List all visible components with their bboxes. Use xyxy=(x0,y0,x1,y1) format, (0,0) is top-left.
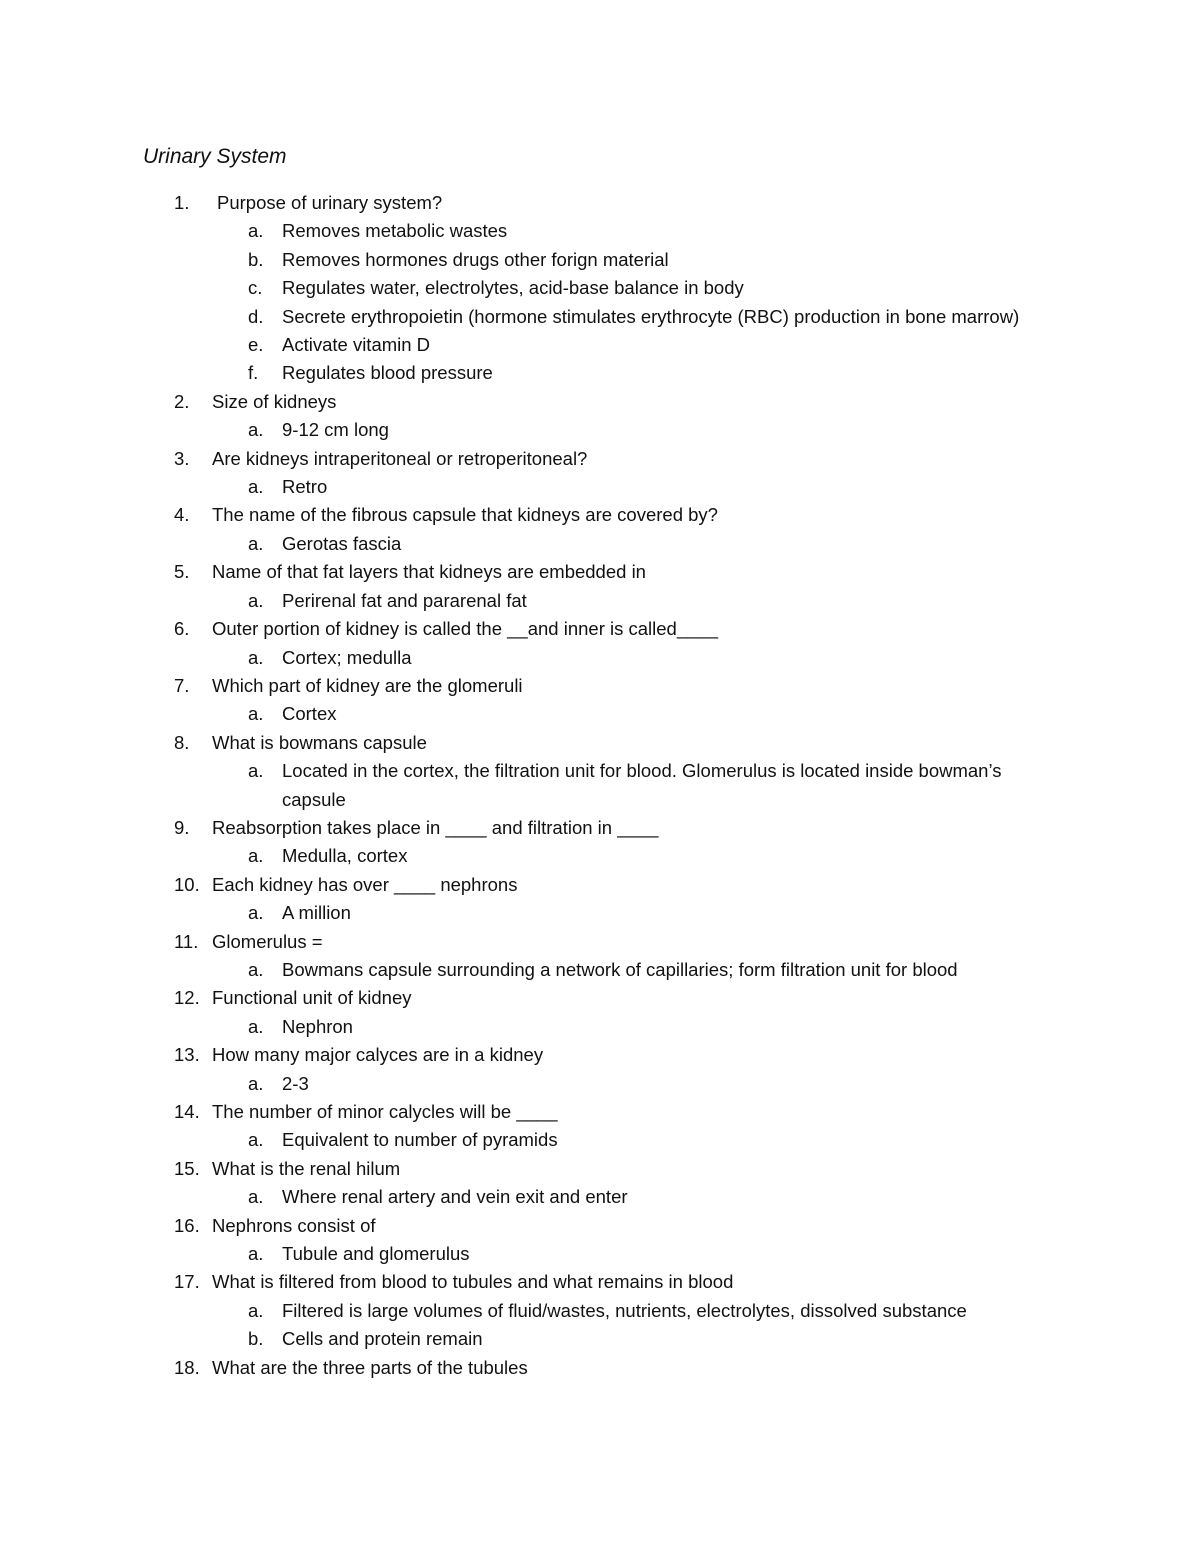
answer-item xyxy=(0,1183,1200,1211)
question-text: Are kidneys intraperitoneal or retroperitoneal? xyxy=(212,447,588,469)
answer-list xyxy=(0,587,1200,615)
answer-text: Nephron xyxy=(282,1015,353,1037)
answer-text: Bowmans capsule surrounding a network of capillaries; form filtration unit for blood xyxy=(282,958,958,980)
question-text: Each kidney has over ____ nephrons xyxy=(212,873,518,895)
document-title: Urinary System xyxy=(143,145,287,168)
question-item xyxy=(0,558,1200,615)
question-text: What is bowmans capsule xyxy=(212,731,427,753)
answer-letter: f. xyxy=(248,362,259,384)
answer-letter: a. xyxy=(248,1129,264,1151)
answer-letter: a. xyxy=(248,703,264,725)
answer-letter: d. xyxy=(248,305,264,327)
answer-list xyxy=(0,217,1200,387)
answer-letter: a. xyxy=(248,1299,264,1321)
question-item xyxy=(0,1212,1200,1269)
answer-item xyxy=(0,1126,1200,1154)
question-number: 9. xyxy=(174,816,190,838)
question-number: 7. xyxy=(174,674,190,696)
question-item xyxy=(0,1268,1200,1353)
answer-list xyxy=(0,530,1200,558)
question-text: Size of kidneys xyxy=(212,390,337,412)
question-number: 14. xyxy=(174,1101,200,1122)
question-text: What are the three parts of the tubules xyxy=(212,1356,528,1378)
answer-letter: a. xyxy=(248,532,264,554)
answer-letter: a. xyxy=(248,589,264,611)
question-text: Glomerulus = xyxy=(212,930,323,952)
answer-item xyxy=(0,700,1200,728)
question-number: 13. xyxy=(174,1044,200,1066)
answer-letter: a. xyxy=(248,419,264,441)
question-number: 1. xyxy=(174,192,190,213)
answer-text: Regulates water, electrolytes, acid-base balance in body xyxy=(282,277,744,299)
question-item xyxy=(0,445,1200,502)
answer-letter: a. xyxy=(248,902,264,924)
answer-item xyxy=(0,274,1200,302)
answer-item xyxy=(0,1240,1200,1268)
answer-text: Activate vitamin D xyxy=(282,334,431,356)
answer-item xyxy=(0,842,1200,870)
question-text: Outer portion of kidney is called the __and inner is called____ xyxy=(212,618,718,640)
question-list xyxy=(0,189,1200,1382)
answer-text: Cells and protein remain xyxy=(282,1328,483,1350)
question-number: 3. xyxy=(174,447,190,469)
answer-text: 9-12 cm long xyxy=(282,419,389,441)
answer-item xyxy=(0,217,1200,245)
answer-list xyxy=(0,416,1200,444)
question-number: 10. xyxy=(174,873,200,895)
answer-list xyxy=(0,956,1200,984)
question-item xyxy=(0,615,1200,672)
question-item xyxy=(0,729,1200,814)
answer-text: Gerotas fascia xyxy=(282,532,402,554)
answer-letter: a. xyxy=(248,646,264,668)
answer-list xyxy=(0,1183,1200,1211)
answer-text: Removes hormones drugs other forign material xyxy=(282,248,669,270)
answer-text: Retro xyxy=(282,476,328,498)
answer-letter: e. xyxy=(248,334,264,356)
question-number: 4. xyxy=(174,504,190,526)
question-number: 18. xyxy=(174,1356,200,1378)
question-text: What is filtered from blood to tubules and what remains in blood xyxy=(212,1271,734,1293)
answer-list xyxy=(0,700,1200,728)
question-item xyxy=(0,814,1200,871)
answer-letter: b. xyxy=(248,248,264,270)
answer-text: Secrete erythropoietin (hormone stimulates erythrocyte (RBC) production in bone marrow) xyxy=(282,305,1020,327)
answer-letter: a. xyxy=(248,1072,264,1094)
answer-item xyxy=(0,587,1200,615)
answer-item xyxy=(0,757,1200,814)
question-item xyxy=(0,1155,1200,1212)
answer-item xyxy=(0,303,1200,331)
question-number: 17. xyxy=(174,1271,200,1293)
question-number: 2. xyxy=(174,390,190,412)
question-item xyxy=(0,501,1200,558)
answer-list xyxy=(0,1240,1200,1268)
question-number: 6. xyxy=(174,618,190,640)
answer-letter: a. xyxy=(248,845,264,867)
answer-list xyxy=(0,644,1200,672)
question-text: How many major calyces are in a kidney xyxy=(212,1044,544,1066)
question-number: 15. xyxy=(174,1157,200,1179)
answer-item xyxy=(0,416,1200,444)
answer-text: Equivalent to number of pyramids xyxy=(282,1129,558,1151)
question-item xyxy=(0,388,1200,445)
question-text: The number of minor calycles will be ____ xyxy=(212,1101,558,1122)
question-text: Purpose of urinary system? xyxy=(217,192,443,213)
answer-letter: a. xyxy=(248,958,264,980)
question-number: 8. xyxy=(174,731,190,753)
question-text: Name of that fat layers that kidneys are embedded in xyxy=(212,561,646,583)
question-number: 11. xyxy=(174,930,199,952)
answer-list xyxy=(0,757,1200,814)
answer-list xyxy=(0,842,1200,870)
answer-item xyxy=(0,331,1200,359)
answer-item xyxy=(0,473,1200,501)
answer-letter: a. xyxy=(248,1186,264,1208)
answer-text: Where renal artery and vein exit and enter xyxy=(282,1186,628,1208)
answer-text: Filtered is large volumes of fluid/wastes, nutrients, electrolytes, dissolved substance xyxy=(282,1299,967,1321)
answer-item xyxy=(0,1070,1200,1098)
answer-text: 2-3 xyxy=(282,1072,309,1094)
question-text: Reabsorption takes place in ____ and filtration in ____ xyxy=(212,816,659,838)
answer-item xyxy=(0,246,1200,274)
answer-item xyxy=(0,956,1200,984)
question-text: Functional unit of kidney xyxy=(212,987,412,1009)
question-item xyxy=(0,189,1200,388)
question-item xyxy=(0,1098,1200,1155)
answer-list xyxy=(0,1070,1200,1098)
answer-letter: a. xyxy=(248,760,264,782)
answer-list xyxy=(0,899,1200,927)
answer-text: Medulla, cortex xyxy=(282,845,408,867)
answer-letter: b. xyxy=(248,1328,264,1350)
answer-text: Cortex xyxy=(282,703,337,725)
question-item xyxy=(0,1354,1200,1382)
answer-item xyxy=(0,530,1200,558)
answer-letter: a. xyxy=(248,1015,264,1037)
answer-list xyxy=(0,1297,1200,1354)
question-number: 16. xyxy=(174,1214,200,1236)
answer-list xyxy=(0,473,1200,501)
question-number: 12. xyxy=(174,987,200,1009)
answer-text: Regulates blood pressure xyxy=(282,362,493,384)
answer-item xyxy=(0,899,1200,927)
answer-item xyxy=(0,644,1200,672)
question-item xyxy=(0,984,1200,1041)
answer-item xyxy=(0,359,1200,387)
answer-item xyxy=(0,1297,1200,1325)
question-item xyxy=(0,672,1200,729)
answer-letter: a. xyxy=(248,1243,264,1265)
answer-letter: c. xyxy=(248,277,263,299)
answer-text: Removes metabolic wastes xyxy=(282,220,508,242)
question-item xyxy=(0,871,1200,928)
question-item xyxy=(0,928,1200,985)
answer-list xyxy=(0,1126,1200,1154)
question-item xyxy=(0,1041,1200,1098)
answer-list xyxy=(0,1013,1200,1041)
question-text: The name of the fibrous capsule that kidneys are covered by? xyxy=(212,504,718,526)
answer-item xyxy=(0,1013,1200,1041)
question-number: 5. xyxy=(174,561,190,583)
question-text: Nephrons consist of xyxy=(212,1214,376,1236)
answer-text: Cortex; medulla xyxy=(282,646,412,668)
answer-text: A million xyxy=(282,902,351,924)
answer-text: Located in the cortex, the filtration unit for blood. Glomerulus is located inside bowman’s capsule xyxy=(282,760,1002,810)
answer-letter: a. xyxy=(248,220,264,242)
answer-text: Tubule and glomerulus xyxy=(282,1243,470,1265)
answer-text: Perirenal fat and pararenal fat xyxy=(282,589,527,611)
answer-item xyxy=(0,1325,1200,1353)
answer-letter: a. xyxy=(248,476,264,498)
question-text: What is the renal hilum xyxy=(212,1157,401,1179)
question-text: Which part of kidney are the glomeruli xyxy=(212,674,523,696)
